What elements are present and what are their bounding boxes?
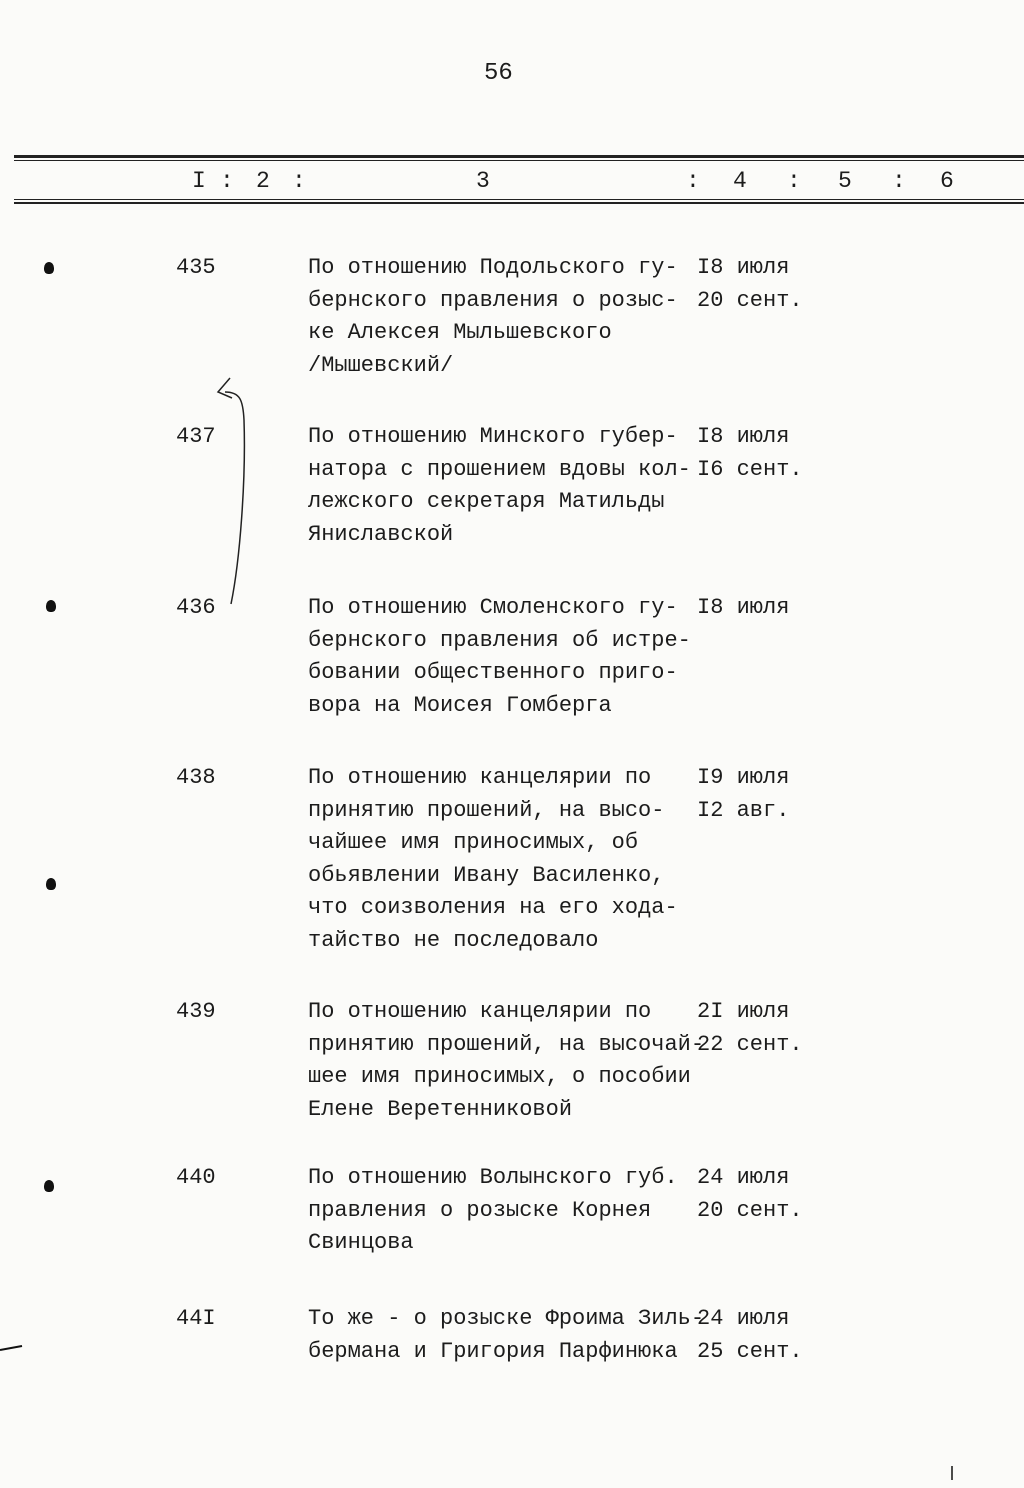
description-line: Яниславской — [308, 521, 454, 547]
description-line: /Мышевский/ — [308, 352, 454, 378]
description-line: бовании общественного приго- — [308, 660, 678, 685]
description-line: чайшее имя приносимых, об — [308, 830, 639, 855]
start-date: 24 июля — [697, 1306, 790, 1331]
page-number: 56 — [484, 60, 513, 87]
end-date: 20 сент. — [697, 287, 803, 313]
col-separator: : — [892, 168, 906, 194]
entry-number: 437 — [176, 424, 216, 449]
description-line: тайство не последовало — [308, 927, 599, 953]
start-date: I8 июля — [697, 595, 790, 620]
col-header-6: 6 — [940, 168, 954, 194]
description-line: обьявлении Ивану Василенко, — [308, 862, 665, 888]
description-line: Елене Веретенниковой — [308, 1096, 573, 1122]
col-separator: : — [787, 168, 801, 194]
col-header-1: I — [192, 168, 206, 194]
col-header-5: 5 — [838, 168, 852, 194]
punch-hole-mark — [46, 878, 56, 890]
col-separator: : — [292, 168, 306, 194]
end-date: 25 сент. — [697, 1338, 803, 1364]
description-line: По отношению Минского губер- — [308, 424, 678, 449]
description-line: бермана и Григория Парфинюка — [308, 1338, 678, 1364]
description-line: Свинцова — [308, 1230, 414, 1255]
description-line: правления о розыске Корнея — [308, 1197, 652, 1223]
col-header-3: 3 — [476, 168, 490, 194]
description-line: По отношению канцелярии по — [308, 765, 652, 790]
description-line: принятию прошений, на высо- — [308, 797, 665, 823]
description-line: По отношению Смоленского гу- — [308, 595, 678, 620]
description-line: бернского правления о розыс- — [308, 287, 678, 313]
description-line: То же - о розыске Фроима Зиль- — [308, 1306, 705, 1331]
entry-number: 44I — [176, 1306, 216, 1331]
description-line: ке Алексея Мыльшевского — [308, 320, 612, 345]
description-line: вора на Моисея Гомберга — [308, 692, 612, 718]
end-date: I6 сент. — [697, 456, 803, 482]
punch-hole-mark — [44, 1180, 54, 1192]
end-date: I2 авг. — [697, 797, 790, 823]
description-line: бернского правления об истре- — [308, 627, 691, 653]
col-header-4: 4 — [733, 168, 747, 194]
start-date: 2I июля — [697, 999, 790, 1024]
start-date: 24 июля — [697, 1165, 790, 1190]
entry-number: 439 — [176, 999, 216, 1024]
end-date: 20 сент. — [697, 1197, 803, 1223]
description-line: шее имя приносимых, о пособии — [308, 1064, 691, 1089]
entry-number: 436 — [176, 595, 216, 620]
col-separator: : — [220, 168, 234, 194]
end-date: 22 сент. — [697, 1031, 803, 1057]
start-date: I8 июля — [697, 255, 790, 280]
description-line: что соизволения на его хода- — [308, 895, 678, 920]
description-line: По отношению Подольского гу- — [308, 255, 678, 280]
punch-hole-mark — [44, 262, 54, 274]
start-date: I8 июля — [697, 424, 790, 449]
punch-hole-mark — [46, 600, 56, 612]
description-line: По отношению Волынского губ. — [308, 1165, 678, 1190]
entry-number: 438 — [176, 765, 216, 790]
start-date: I9 июля — [697, 765, 790, 790]
col-separator: : — [686, 168, 700, 194]
description-line: По отношению канцелярии по — [308, 999, 652, 1024]
description-line: натора с прошением вдовы кол- — [308, 456, 691, 482]
description-line: лежского секретаря Матильды — [308, 489, 665, 514]
description-line: принятию прошений, на высочай- — [308, 1031, 705, 1057]
entry-number: 435 — [176, 255, 216, 280]
entry-number: 440 — [176, 1165, 216, 1190]
col-header-2: 2 — [256, 168, 270, 194]
